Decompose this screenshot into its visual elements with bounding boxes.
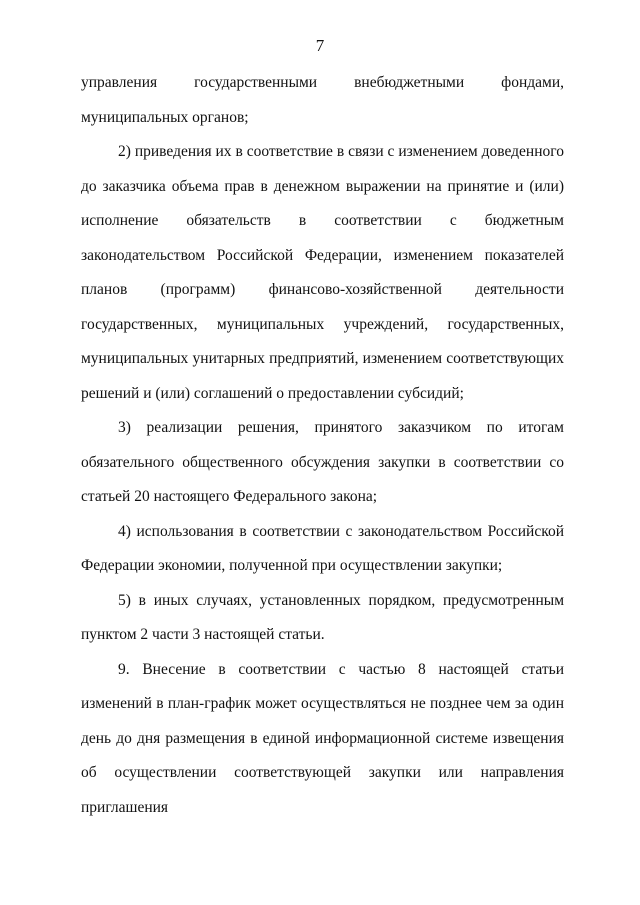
paragraph-continuation: управления государственными внебюджетными фондами, муниципальных органов; xyxy=(81,74,564,126)
paragraph-part-9: 9. Внесение в соответствии с частью 8 настоящей статьи изменений в план-график может осуществляться не позднее чем за один день до дня размещения в единой информационной системе извещения об осуществлении соответствующей закупки или направления приглашения xyxy=(81,660,564,816)
document-body xyxy=(81,66,564,825)
paragraph-item-2: 2) приведения их в соответствие в связи с изменением доведенного до заказчика объема прав в денежном выражении на принятие и (или) исполнение обязательств в соответствии с бюджетным законодательством Российской Федерации, изменением показателей планов (программ) финансово-хозяйственной деятельности государственных, муниципальных учреждений, государственных, муниципальных унитарных предприятий, изменением соответствующих решений и (или) соглашений о предоставлении субсидий; xyxy=(81,143,564,402)
paragraph-item-4: 4) использования в соответствии с законодательством Российской Федерации экономии, полученной при осуществлении закупки; xyxy=(81,522,564,574)
paragraph-item-5: 5) в иных случаях, установленных порядком, предусмотренным пунктом 2 части 3 настоящей статьи. xyxy=(81,591,564,643)
page-number: 7 xyxy=(315,36,325,55)
paragraph-item-3: 3) реализации решения, принятого заказчиком по итогам обязательного общественного обсуждения закупки в соответствии со статьей 20 настоящего Федерального закона; xyxy=(81,419,564,505)
